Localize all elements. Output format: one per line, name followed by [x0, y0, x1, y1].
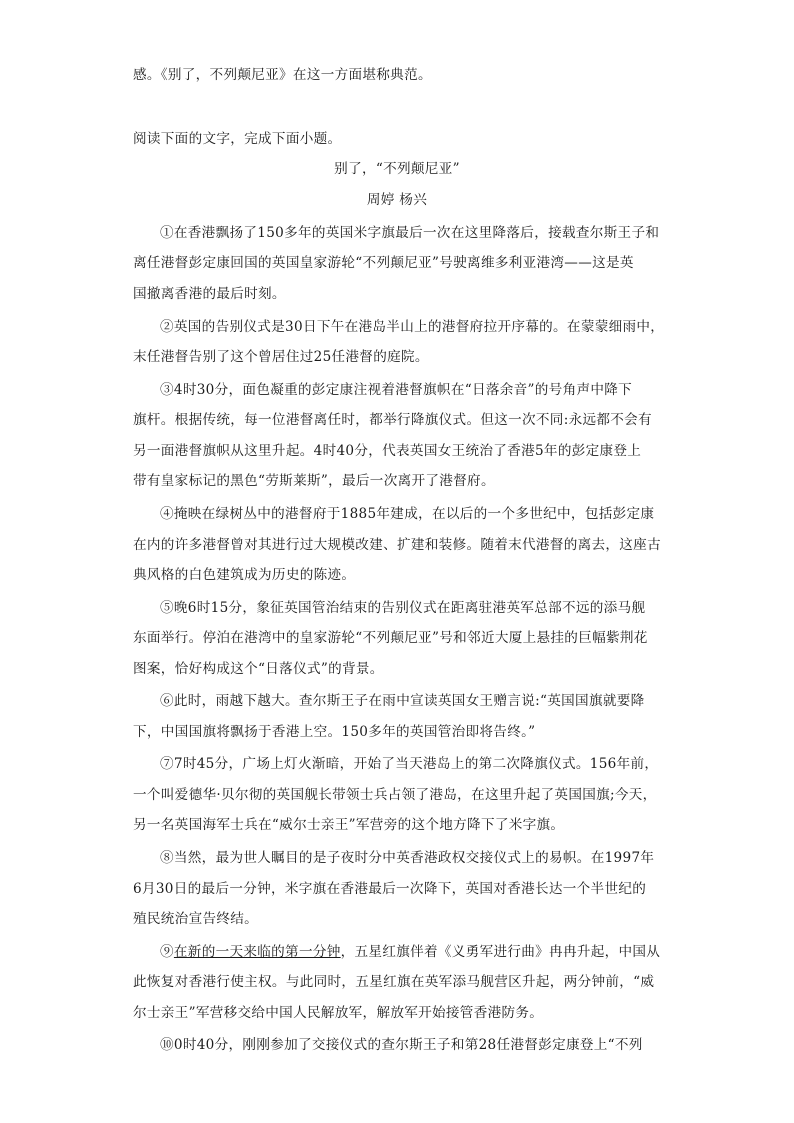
- paragraph-5-line-3: 图案，恰好构成这个“日落仪式”的背景。: [133, 661, 384, 677]
- paragraph-7-line-1: ⑦7时45分，广场上灯火渐暗，开始了当天港岛上的第二次降旗仪式。156年前，: [160, 756, 659, 772]
- paragraph-5-line-2: 东面举行。停泊在港湾中的皇家游轮“不列颠尼亚”号和邻近大厦上悬挂的巨幅紫荆花: [133, 630, 648, 646]
- paragraph-7-line-2: 一个叫爱德华·贝尔彻的英国舰长带领士兵占领了港岛，在这里升起了英国国旗;今天，: [133, 787, 657, 803]
- article-authors: 周婷 杨兴: [366, 192, 428, 208]
- paragraph-1-line-2: 离任港督彭定康回国的英国皇家游轮“不列颠尼亚”号驶离维多利亚港湾——这是英: [133, 255, 634, 271]
- paragraph-4-line-3: 典风格的白色建筑成为历史的陈迹。: [133, 567, 356, 583]
- paragraph-1-line-3: 国撤离香港的最后时刻。: [133, 286, 286, 302]
- paragraph-4-line-2: 在内的许多港督曾对其进行过大规模改建、扩建和装修。随着末代港督的离去，这座古: [133, 537, 661, 553]
- paragraph-3-line-2: 旗杆。根据传统，每一位港督离任时，都举行降旗仪式。但这一次不同:永远都不会有: [133, 412, 652, 428]
- paragraph-3-line-3: 另一面港督旗帜从这里升起。4时40分，代表英国女王统治了香港5年的彭定康登上: [133, 443, 642, 459]
- article-title: 别了，“不列颠尼亚”: [334, 161, 460, 177]
- paragraph-6-line-2: 下，中国国旗将飘扬于香港上空。150多年的英国管治即将告终。”: [133, 724, 536, 740]
- paragraph-9-line-2: 此恢复对香港行使主权。与此同时，五星红旗在英军添马舰营区升起，两分钟前，“威: [133, 974, 655, 990]
- paragraph-7-line-3: 另一名英国海军士兵在“威尔士亲王”军营旁的这个地方降下了米字旗。: [133, 817, 565, 833]
- paragraph-3-line-4: 带有皇家标记的黑色“劳斯莱斯”，最后一次离开了港督府。: [133, 473, 495, 489]
- paragraph-2-line-1: ②英国的告别仪式是30日下午在港岛半山上的港督府拉开序幕的。在蒙蒙细雨中，: [160, 319, 665, 335]
- paragraph-8-line-3: 殖民统治宣告终结。: [133, 911, 259, 927]
- paragraph-9-line-1-rest: ，五星红旗伴着《义勇军进行曲》冉冉升起，中国从: [340, 944, 661, 960]
- paragraph-9-line-1: [160, 943, 660, 961]
- paragraph-4-line-1: ④掩映在绿树丛中的港督府于1885年建成，在以后的一个多世纪中，包括彭定康: [160, 506, 655, 522]
- paragraph-3-line-1: ③4时30分，面色凝重的彭定康注视着港督旗帜在“日落余音”的号角声中降下: [160, 382, 633, 398]
- paragraph-9-marker: ⑨: [160, 944, 174, 960]
- previous-passage-tail: 感。《别了，不列颠尼亚》在这一方面堪称典范。: [133, 67, 432, 83]
- paragraph-8-line-2: 6月30日的最后一分钟，米字旗在香港最后一次降下，英国对香港长达一个半世纪的: [133, 881, 647, 897]
- paragraph-9-line-3: 尔士亲王”军营移交给中国人民解放军，解放军开始接管香港防务。: [133, 1005, 544, 1021]
- reading-instruction: 阅读下面的文字，完成下面小题。: [133, 131, 342, 147]
- paragraph-6-line-1: ⑥此时，雨越下越大。查尔斯王子在雨中宣读英国女王赠言说:“英国国旗就要降: [160, 693, 645, 709]
- paragraph-5-line-1: ⑤晚6时15分，象征英国管治结束的告别仪式在距离驻港英军总部不远的添马舰: [160, 600, 646, 616]
- paragraph-1-line-1: ①在香港飘扬了150多年的英国米字旗最后一次在这里降落后，接载查尔斯王子和: [160, 225, 660, 241]
- paragraph-2-line-2: 末任港督告别了这个曾居住过25任港督的庭院。: [133, 349, 429, 365]
- paragraph-8-line-1: ⑧当然，最为世人瞩目的是子夜时分中英香港政权交接仪式上的易帜。在1997年: [160, 850, 655, 866]
- paragraph-9-underlined-phrase: 在新的一天来临的第一分钟: [173, 944, 341, 960]
- paragraph-10-line-1: ⑩0时40分，刚刚参加了交接仪式的查尔斯王子和第28任港督彭定康登上“不列: [160, 1037, 643, 1053]
